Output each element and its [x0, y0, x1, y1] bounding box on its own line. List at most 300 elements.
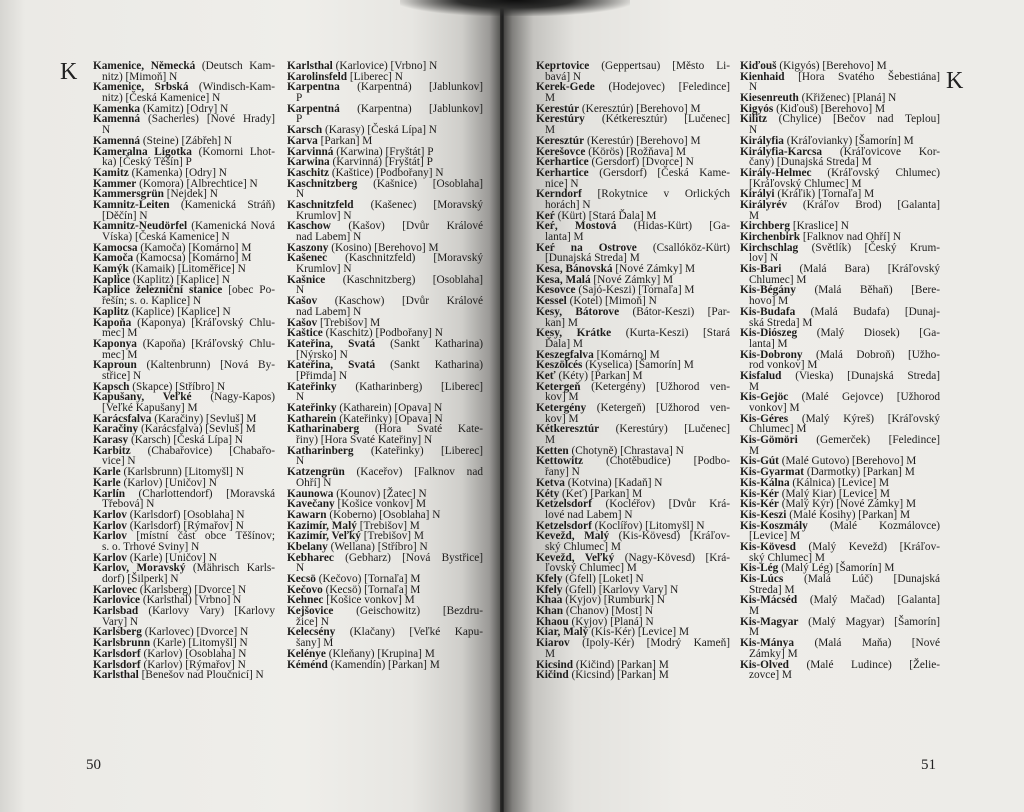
entry-headword: Kis-Kálna — [740, 476, 790, 489]
entry-text: (Kičind) [Parkan] M — [575, 658, 669, 671]
entry-first-line — [740, 200, 940, 211]
entry-headword: Ketergény — [536, 402, 587, 414]
entry-text: (Malá Budafa) [Dunaj- — [810, 305, 940, 318]
entry-continuation-line: Krumlov] N — [296, 209, 352, 222]
entry-headword: Karlsdorf — [93, 658, 141, 671]
entry-headword: Karvinná — [287, 145, 334, 158]
index-entry — [287, 446, 483, 467]
entry-first-line — [740, 435, 940, 446]
entry-headword: Kerhartice — [536, 156, 589, 169]
entry-text: (Chotyně) [Chrastava] N — [571, 444, 684, 457]
entry-continuation-line: N — [296, 562, 305, 575]
entry-text: (Kečovo) [Tornaľa] M — [318, 573, 421, 585]
index-entry — [93, 392, 275, 413]
index-entry — [740, 542, 940, 563]
entry-text: (Nagy-Kapos) — [210, 391, 276, 404]
entry-text: (Malý Lég) [Šamorín] M — [781, 562, 895, 575]
entry-headword: Kirchberg — [740, 220, 790, 233]
entry-headword: Kis-Olved — [740, 658, 789, 671]
entry-headword: Kečovo — [287, 583, 323, 596]
entry-headword: Kis-Dobrony — [740, 348, 803, 361]
entry-first-line — [287, 104, 483, 115]
entry-headword: Karsch — [287, 124, 323, 137]
index-entry — [536, 456, 730, 477]
entry-continuation-line: M — [749, 209, 760, 222]
entry-text: (Charlottendorf) [Moravská — [138, 487, 276, 500]
entry-text: (Karle) [Uničov] N — [129, 551, 217, 564]
entry-text: (Steine) [Zábřeh] N — [142, 134, 232, 147]
entry-text: (Wellana) [Stříbro] N — [330, 540, 428, 553]
entry-text: (Kamocsa) [Komárno] M — [136, 252, 252, 265]
entry-continuation-line: bavá] N — [545, 70, 582, 83]
entry-text: (Kaltenbrunn) [Nová By- — [146, 359, 275, 372]
entry-text: (Malé Ludince) [Želie- — [806, 658, 940, 671]
entry-continuation-line: P — [296, 113, 303, 126]
entry-headword: Kapoňa — [93, 316, 132, 329]
entry-text: (Karlsberg) [Dvorce] N — [139, 583, 247, 596]
entry-continuation-line: M — [545, 647, 556, 660]
entry-text: (Malý Kiar) [Levice] M — [781, 487, 890, 500]
entry-continuation-line: mec] M — [102, 327, 138, 340]
entry-headword: Karlovice — [93, 594, 141, 607]
entry-continuation-line: řešín; s. o. Kaplice] N — [102, 295, 202, 308]
index-entry — [536, 328, 730, 349]
entry-headword: Keť — [536, 369, 556, 382]
index-entry — [740, 574, 940, 595]
entry-headword: Kevežd, Malý — [536, 530, 610, 543]
entry-headword: Kateřina, Svatá — [287, 337, 376, 350]
entry-continuation-line: řany] N — [545, 466, 580, 479]
entry-headword: Kicsind — [536, 658, 574, 671]
entry-headword: Kisfalud — [740, 369, 782, 382]
index-entry — [287, 275, 483, 296]
entry-text: (Chabařovice) [Chabařo- — [147, 444, 275, 457]
entry-text: (Chylice) [Bečov nad Teplou] — [778, 113, 940, 126]
entry-continuation-line: N — [296, 391, 305, 404]
entry-text: (Kigyós) [Berehovo] M — [779, 60, 887, 72]
entry-headword: Ketten — [536, 444, 569, 457]
entry-headword: Kamocsa — [93, 241, 138, 254]
entry-text: (Kamaik) [Litoměřice] N — [131, 263, 246, 276]
entry-headword: Kaplice železniční stanice — [93, 284, 223, 297]
entry-text: (Komora) [Albrechtice] N — [139, 177, 258, 190]
index-entry — [93, 221, 275, 242]
entry-text: (Karvinná) [Fryštát] P — [332, 156, 433, 169]
entry-text: [Nové Zámky] M — [593, 273, 674, 286]
entry-text: (Kyjov) [Rumburk] N — [565, 594, 665, 607]
entry-first-line — [740, 595, 940, 606]
entry-headword: Karpentná — [287, 102, 340, 115]
entry-headword: Kelénye — [287, 647, 326, 660]
entry-headword: Kammersgrün — [93, 188, 164, 201]
entry-text: (Malé Gutovo) [Berehovo] M — [781, 455, 917, 468]
entry-continuation-line: [Kráľovský Chlumec] M — [749, 177, 862, 190]
entry-first-line — [740, 617, 940, 628]
entry-text: (Karwina) [Fryštát] P — [336, 145, 434, 158]
spine-shadow — [400, 0, 630, 16]
entry-first-line — [93, 670, 275, 681]
entry-headword: Kis-Mánya — [740, 637, 794, 650]
index-entry — [287, 627, 483, 648]
entry-text: (Bátor-Keszi) [Par- — [632, 305, 731, 318]
entry-first-line — [287, 553, 483, 564]
entry-text: (Koclířov) [Litomyšl] N — [594, 519, 705, 532]
index-entry — [93, 82, 275, 103]
entry-continuation-line: nad Labem] N — [296, 231, 362, 243]
entry-first-line — [287, 382, 483, 393]
entry-text: (Kapoňa) [Kráľovský Chlu- — [142, 337, 275, 350]
entry-continuation-line: [Veľké Kapušany] M — [102, 402, 198, 414]
entry-headword: Királyfia — [740, 134, 784, 147]
entry-first-line — [287, 446, 483, 457]
index-entry — [93, 200, 275, 221]
entry-headword: Kapušany, Veľké — [93, 391, 192, 404]
entry-text: (Malý Kýr) [Nové Zámky] M — [781, 498, 917, 511]
entry-text: (Karlsdorf) [Rýmařov] N — [129, 519, 244, 532]
entry-text: (Kráľovský Chlumec) — [827, 166, 940, 179]
entry-headword: Kamenice, Německá — [93, 60, 196, 72]
entry-headword: Kis-Gút — [740, 455, 779, 468]
entry-headword: Király-Helmec — [740, 166, 812, 179]
entry-continuation-line: M — [749, 626, 760, 639]
entry-text: (Karlovec) [Dvorce] N — [144, 626, 249, 639]
page-number: 50 — [86, 757, 101, 773]
entry-headword: Kis-Budafa — [740, 305, 796, 318]
index-entry — [740, 595, 940, 616]
entry-text: [Nové Zámky] M — [615, 263, 696, 276]
entry-text: (Karlov) [Osoblaha] N — [143, 647, 247, 660]
entry-first-line — [287, 275, 483, 286]
index-entry — [287, 382, 483, 403]
entry-first-line — [740, 371, 940, 382]
entry-text: (Karlov) [Uničov] N — [123, 476, 217, 489]
index-entry — [536, 424, 730, 445]
index-entry — [93, 563, 275, 584]
entry-text: (Vieska) [Dunajská Streda] — [795, 369, 940, 382]
entry-headword: Kis-Kér — [740, 498, 779, 511]
entry-headword: Keresztúr — [536, 134, 585, 147]
entry-text: (Kyselica) [Šamorín] M — [585, 359, 694, 372]
entry-text: (Kiďouš) [Berehovo] M — [776, 102, 886, 115]
entry-continuation-line: N — [749, 124, 758, 137]
entry-headword: Kfely — [536, 573, 563, 585]
index-entry — [740, 168, 940, 189]
entry-headword: Kaschnitzberg — [287, 177, 358, 190]
index-entry — [536, 499, 730, 520]
entry-headword: Ketva — [536, 476, 565, 489]
entry-first-line — [287, 82, 483, 93]
entry-continuation-line: P — [296, 92, 303, 105]
entry-text: (Körös) [Rožňava] M — [588, 145, 687, 158]
entry-headword: Kesy, Krátke — [536, 327, 612, 340]
entry-headword: Khan — [536, 605, 564, 618]
entry-text: (Karlovice) [Vrbno] N — [335, 60, 438, 72]
index-entry — [536, 61, 730, 82]
index-entry — [536, 403, 730, 424]
entry-continuation-line: [Nýrsko] N — [296, 348, 348, 361]
entry-text: (Chotěbudice) [Podbo- — [606, 455, 730, 468]
entry-continuation-line: rod vonkov] M — [749, 359, 818, 372]
entry-headword: Kilitz — [740, 113, 767, 126]
entry-continuation-line: M — [545, 124, 556, 137]
index-entry — [93, 318, 275, 339]
entry-text: [Falknov nad Ohří] N — [802, 231, 902, 243]
index-entry — [740, 307, 940, 328]
entry-headword: Kéty — [536, 487, 560, 500]
index-entry — [740, 660, 940, 681]
index-entry — [93, 147, 275, 168]
entry-headword: Kirchenbirk — [740, 231, 801, 243]
index-entry — [740, 392, 940, 413]
entry-headword: Kamenná — [93, 113, 141, 126]
entry-text: (Kaschitz) [Podbořany] N — [325, 327, 443, 340]
entry-first-line — [536, 168, 730, 179]
entry-text: (Nagy-Kövesd) [Krá- — [624, 551, 730, 564]
entry-text: (Hodejovec) [Feledince] — [608, 81, 731, 94]
index-entry — [93, 339, 275, 360]
index-entry — [287, 467, 483, 488]
entry-continuation-line: M — [749, 380, 760, 393]
entry-continuation-line: čany) [Dunajská Streda] M — [749, 156, 872, 169]
entry-text: (Darmotky) [Parkan] M — [806, 466, 915, 479]
entry-text: (Malá Maňa) [Nové — [814, 637, 941, 650]
index-entry — [740, 617, 940, 638]
entry-headword: Ketzelsdorf — [536, 498, 592, 511]
entry-text: [Trebišov] M — [363, 530, 424, 543]
entry-text: (Sankt Katharina) — [390, 359, 483, 372]
entry-text: (Gersdorf) [Česká Kame- — [599, 166, 731, 179]
entry-first-line — [287, 179, 483, 190]
entry-text: (Karpentná) [Jablunkov] — [357, 81, 484, 94]
index-entry — [287, 339, 483, 360]
entry-headword: Királyi — [740, 188, 775, 201]
entry-headword: Karlsthal — [287, 60, 333, 72]
entry-headword: Kis-Koszmály — [740, 519, 808, 532]
entry-text: (Karačiny) [Sevluš] M — [154, 412, 257, 425]
entry-headword: Kerek-Gede — [536, 81, 595, 94]
index-entry — [93, 531, 275, 552]
entry-headword: Katharinaberg — [287, 423, 360, 436]
entry-text: (Malá Lúč) [Dunajská — [803, 573, 940, 585]
entry-headword: Karlsbrunn — [93, 637, 151, 650]
index-entry — [536, 307, 730, 328]
entry-headword: Karlsthal — [93, 669, 139, 682]
index-entry — [287, 253, 483, 274]
entry-first-line — [740, 114, 940, 125]
entry-continuation-line: M — [749, 605, 760, 618]
index-entry — [536, 243, 730, 264]
entry-continuation-line: šany] M — [296, 637, 334, 650]
entry-headword: Kašenec — [287, 252, 328, 265]
entry-headword: Karlín — [93, 487, 126, 500]
entry-continuation-line: vonkov] M — [749, 402, 800, 414]
entry-text: (Deutsch Kam- — [201, 60, 275, 72]
entry-headword: Kaschnitzfeld — [287, 198, 354, 211]
entry-continuation-line: lanta] M — [545, 231, 584, 243]
entry-headword: Kaschitz — [287, 166, 330, 179]
index-entry — [287, 553, 483, 574]
index-entry — [287, 660, 483, 671]
entry-text: (Malá Bara) [Kráľovský — [799, 263, 940, 276]
entry-continuation-line: horách] N — [545, 198, 591, 211]
entry-headword: Kamýk — [93, 263, 129, 276]
entry-continuation-line: M — [545, 92, 556, 105]
entry-headword: Kétkeresztúr — [536, 423, 600, 436]
entry-headword: Kbelany — [287, 540, 328, 553]
entry-continuation-line: ská Streda] M — [749, 316, 813, 329]
index-entry — [93, 446, 275, 467]
entry-text: (Malý Mačad) [Galanta] — [809, 594, 941, 607]
entry-headword: Karačiny — [93, 423, 139, 436]
entry-headword: Kigyós — [740, 102, 774, 115]
entry-text: (Kašenec) [Moravský — [370, 198, 484, 211]
index-entry — [740, 200, 940, 221]
entry-text: (Klačany) [Veľké Kapu- — [349, 626, 483, 639]
entry-headword: Kerestúry — [536, 113, 585, 126]
entry-text: (Kráľik) [Tornaľa] M — [777, 188, 875, 201]
index-entry — [740, 638, 940, 659]
entry-text: (Kamendín) [Parkan] M — [330, 658, 440, 671]
entry-headword: Kamenice, Srbská — [93, 81, 189, 94]
entry-continuation-line: hovo] M — [749, 295, 789, 308]
index-entry — [740, 435, 940, 456]
index-entry — [536, 168, 730, 189]
entry-text: (Kaschow) [Dvůr Králové — [334, 295, 484, 308]
entry-continuation-line: s. o. Trhové Sviny] N — [102, 540, 200, 553]
entry-continuation-line: N — [749, 81, 758, 94]
entry-first-line — [536, 670, 730, 681]
index-column-2 — [287, 61, 483, 670]
entry-headword: Kateřina, Svatá — [287, 359, 376, 372]
entry-headword: Kis-Mácséd — [740, 594, 798, 607]
entry-text: (Gebharz) [Nová Bystřice] — [345, 551, 484, 564]
entry-headword: Katharinberg — [287, 444, 354, 457]
entry-continuation-line: kov] M — [545, 391, 579, 404]
entry-headword: Karlov — [93, 519, 127, 532]
index-entry — [93, 285, 275, 306]
entry-headword: Keŕ na Ostrove — [536, 241, 637, 254]
index-entry — [536, 114, 730, 135]
entry-continuation-line: ľovský Chlumec] M — [545, 562, 637, 575]
entry-text: (Kráľov Brod) [Galanta] — [802, 198, 940, 211]
entry-text: (Karlsdorf) [Osoblaha] N — [129, 508, 245, 521]
index-entry — [740, 521, 940, 542]
page-number: 51 — [921, 757, 936, 773]
entry-text: (Kateřinky) [Opava] N — [339, 412, 443, 425]
index-entry — [740, 414, 940, 435]
entry-headword: Kawarn — [287, 508, 327, 521]
entry-continuation-line: ka) [Český Těšín] P — [102, 156, 192, 169]
entry-text: (Kaštice) [Podbořany] N — [331, 166, 444, 179]
entry-continuation-line: nitz) [Česká Kamenice] N — [102, 92, 221, 105]
index-entry — [93, 360, 275, 381]
entry-text: (Kicsind) [Parkan] M — [571, 669, 669, 682]
entry-headword: Khaa — [536, 594, 563, 607]
left-page — [0, 0, 502, 812]
entry-headword: Karwina — [287, 156, 330, 169]
index-entry — [287, 200, 483, 221]
entry-headword: Kiar, Malý — [536, 626, 589, 639]
entry-text: (Malý Kýreš) [Kráľovský — [801, 412, 941, 425]
entry-continuation-line: kan] M — [545, 316, 578, 329]
index-entry — [287, 296, 483, 317]
entry-continuation-line: lanta] M — [749, 337, 788, 350]
index-entry — [287, 360, 483, 381]
entry-text: (Hora Svaté Kate- — [374, 423, 483, 436]
entry-first-line — [93, 339, 275, 350]
entry-headword: Karlov — [93, 530, 127, 543]
entry-headword: Kaunowa — [287, 487, 334, 500]
entry-headword: Kejšovice — [287, 605, 334, 618]
entry-first-line — [536, 82, 730, 93]
entry-text: (Chanov) [Most] N — [565, 605, 654, 618]
entry-text: [Liberec] N — [349, 70, 403, 83]
entry-continuation-line: lov] N — [749, 252, 779, 265]
entry-headword: Kis-Gömöri — [740, 434, 798, 447]
index-entry — [536, 670, 730, 681]
entry-headword: Királyrév — [740, 198, 788, 211]
index-entry — [536, 553, 730, 574]
section-letter: K — [60, 59, 78, 85]
entry-continuation-line: kov] M — [545, 412, 579, 425]
entry-text: (Kateřinky) [Liberec] — [370, 444, 483, 457]
entry-text: (Komorni Lhot- — [198, 145, 275, 158]
entry-text: (Hidas-Kürt) [Ga- — [633, 220, 730, 233]
entry-text: (Keresztúr) [Berehovo] M — [581, 102, 701, 115]
entry-headword: Kašov — [287, 316, 318, 329]
entry-text: (Karlovy Vary) [Karlovy — [148, 605, 275, 618]
entry-text: (Sacherles) [Nové Hrady] — [148, 113, 275, 126]
entry-headword: Kapsch — [93, 380, 130, 393]
entry-headword: Kis-Magyar — [740, 615, 799, 628]
entry-text: (Malý Kevežd) [Kráľov- — [808, 540, 940, 553]
entry-headword: Kerndorf — [536, 188, 582, 201]
entry-text: (Karlov) [Rýmařov] N — [143, 658, 246, 671]
entry-headword: Kettowitz — [536, 455, 584, 468]
entry-text: (Keť) [Parkan] M — [562, 487, 643, 500]
entry-text: [Parkan] M — [320, 134, 373, 147]
entry-first-line — [536, 424, 730, 435]
entry-text: (Malé Gejovce) [Užhorod — [801, 391, 940, 404]
entry-text: (Karsch) [Česká Lípa] N — [130, 434, 243, 447]
entry-headword: Kis-Gyarmat — [740, 466, 805, 479]
entry-text: (Skapce) [Stříbro] N — [132, 380, 226, 393]
entry-first-line — [93, 114, 275, 125]
entry-text: [Benešov nad Ploučnicí] N — [141, 669, 264, 682]
entry-text: [místní část obce Těšínov; — [136, 530, 275, 543]
entry-headword: Kašnice — [287, 273, 326, 286]
entry-text: (Kotel) [Mimoň] N — [569, 295, 657, 308]
entry-text: (Kis-Kér) [Levice] M — [591, 626, 690, 639]
entry-text: (Gemerček) [Feledince] — [816, 434, 941, 447]
entry-continuation-line: N — [296, 455, 305, 468]
entry-continuation-line: M — [545, 434, 556, 447]
index-entry — [93, 670, 275, 681]
entry-headword: Karlsberg — [93, 626, 142, 639]
entry-continuation-line: nitz) [Mimoň] N — [102, 70, 178, 83]
right-page — [502, 0, 1024, 812]
index-entry — [93, 61, 275, 82]
entry-headword: Kerhartice — [536, 166, 589, 179]
entry-text: [obec Po- — [228, 284, 275, 297]
entry-continuation-line: zovce] M — [749, 669, 792, 682]
entry-headword: Kičind — [536, 669, 569, 682]
entry-text: (Kurta-Keszi) [Stará — [625, 327, 730, 340]
entry-text: (Kis-Kövesd) [Kráľov- — [618, 530, 730, 543]
entry-text: (Sankt Katharina) — [390, 337, 483, 350]
index-entry — [740, 72, 940, 93]
entry-text: (Kotvina) [Kadaň] N — [567, 476, 663, 489]
